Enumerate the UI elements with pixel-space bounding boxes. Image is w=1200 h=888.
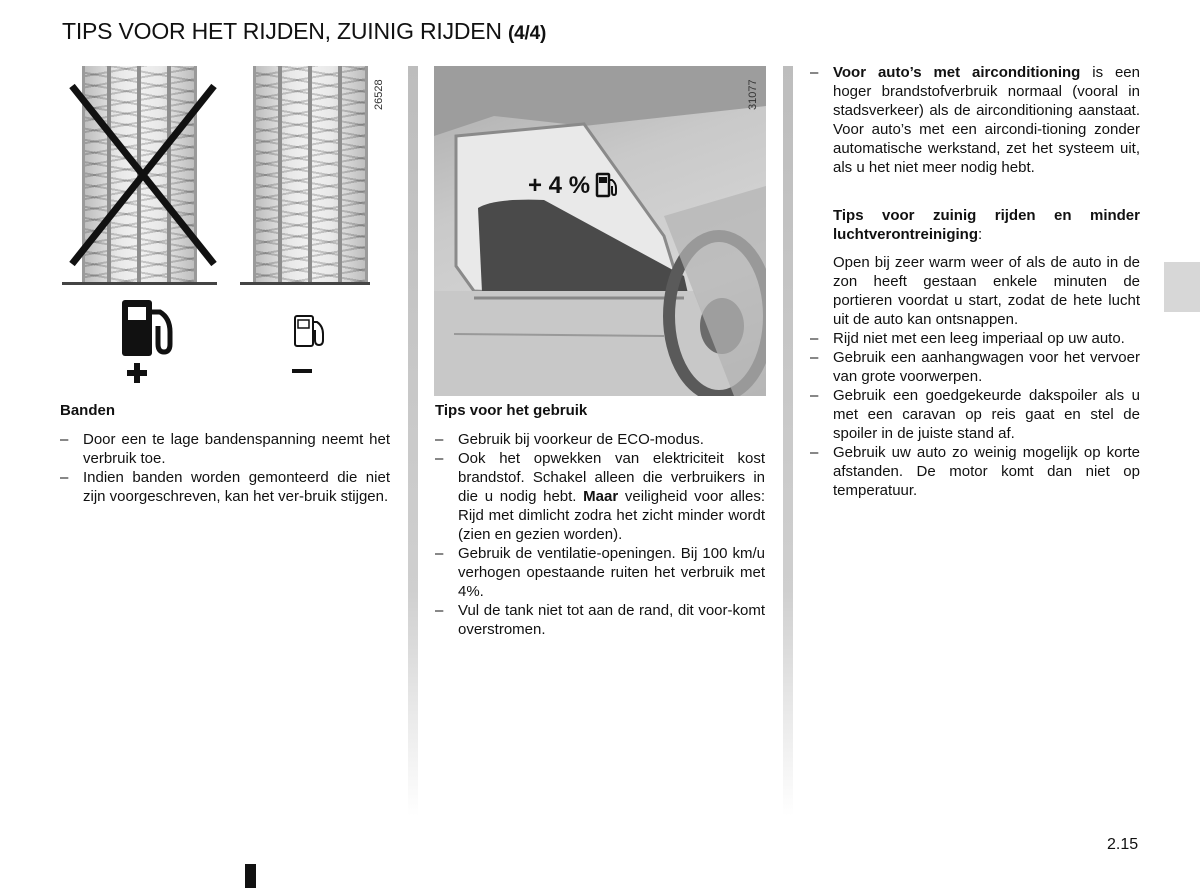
ground-line-right [240,282,370,285]
section-tab-marker [1164,262,1200,312]
eco-tips-intro: Open bij zeer warm weer of als de auto in de zon heeft gestaan enkele minuten de portieren voordat u start, zodat de hete lucht uit de auto kan ontsnappen. [833,254,1140,328]
list-item: – Rijd niet met een leeg imperiaal op uw auto. [810,329,1140,348]
eco-tips-bullet-list [810,329,1140,500]
correct-tire [253,66,368,284]
fuel-pump-high-icon [118,298,182,388]
section-heading-tires: Banden [60,402,116,419]
page-title-suffix: (4/4) [508,23,547,44]
list-item: – Indien banden worden gemonteerd die niet zijn voorgeschreven, kan het ver-bruik stijgen. [60,468,390,506]
list-item: – Door een te lage bandenspanning neemt het verbruik toe. [60,430,390,468]
fuel-increase-label: + 4 % [528,172,591,199]
figure-ref-window: 31077 [747,79,759,110]
emphasis-text: Maar [583,488,619,505]
list-item: – Gebruik een goedgekeurde dakspoiler als u met een caravan op reis gaat en stel de spoiler in de juiste stand af. [810,386,1140,443]
section-heading-usage-tips: Tips voor het gebruik [435,402,588,419]
aircon-bold-text: Voor auto’s met airconditioning [833,64,1081,81]
figure-ref-tires: 26528 [373,79,385,110]
tire-illustration [60,66,390,386]
column-divider-right [783,66,793,816]
aircon-bullet-list [810,63,1140,177]
list-item: – Ook het opwekken van elektriciteit kost brandstof. Schakel alleen die verbruikers in die u nodig hebt. Maar veiligheid voor alles: Rijd met dimlicht zodra het zicht minder wordt (zien en gezien worden). [435,449,765,544]
list-item: – Gebruik een aanhangwagen voor het vervoer van grote voorwerpen. [810,348,1140,386]
eco-tips-heading: Tips voor zuinig rijden en minder luchtverontreiniging: [833,207,1140,243]
usage-tips-bullet-list [435,430,765,639]
page-edge-mark [245,864,256,888]
cross-out-icon [68,80,218,270]
column-divider-left [408,66,418,816]
ground-line-left [62,282,217,285]
car-window-illustration [434,66,766,396]
list-item: – Gebruik uw auto zo weinig mogelijk op korte afstanden. De motor komt dan niet op temperatuur. [810,443,1140,500]
list-item-aircon: – Voor auto’s met airconditioning is een hoger brandstofverbruik normaal (vooral in stadsverkeer) als de airconditioning aanstaat. Voor auto’s met een aircondi-tioning zonder automatische werkstand, zet het systeem uit, als u het niet meer nodig hebt. [810,63,1140,177]
page-title [62,18,546,45]
page-title-text: TIPS VOOR HET RIJDEN, ZUINIG RIJDEN [62,18,502,44]
list-item: – Vul de tank niet tot aan de rand, dit voor-komt overstromen. [435,601,765,639]
fuel-pump-low-icon [292,314,332,378]
list-item: – Gebruik de ventilatie-openingen. Bij 100 km/u verhogen opestaande ruiten het verbruik met 4%. [435,544,765,601]
list-item: – Gebruik bij voorkeur de ECO-modus. [435,430,765,449]
page-number: 2.15 [1107,836,1139,853]
tires-bullet-list [60,430,390,506]
